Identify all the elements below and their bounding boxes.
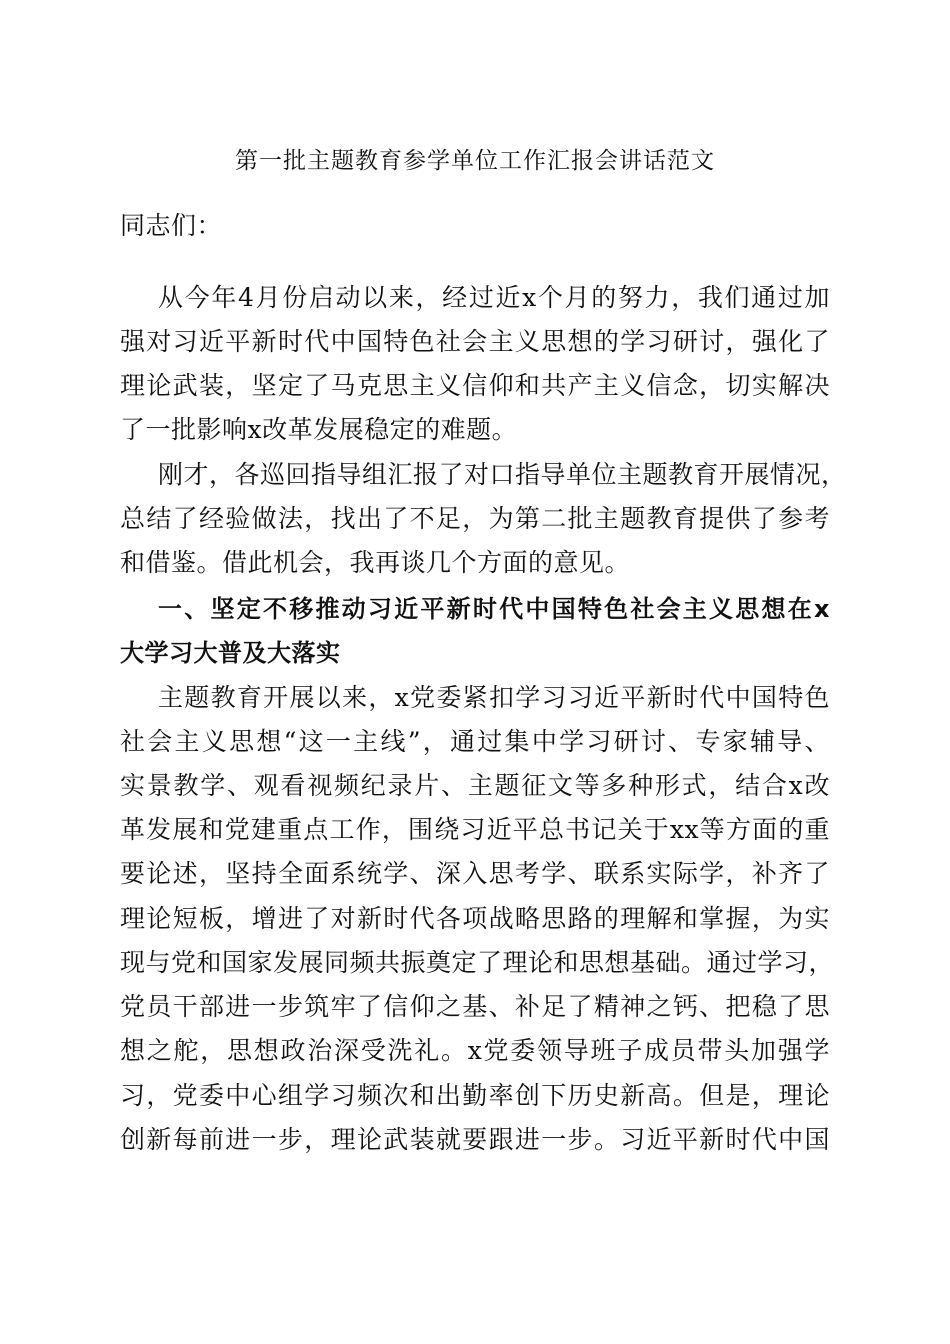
section-heading-line-2: 大学习大普及大落实 [120,639,341,667]
paragraph-1-line-2: 强对习近平新时代中国特色社会主义思想的学习研讨，强化了 [120,327,830,356]
paragraph-3-line-3: 实景教学、观看视频纪录片、主题征文等多种形式，结合x改 [120,771,830,800]
paragraph-1-line-3: 理论武装，坚定了马克思主义信仰和共产主义信念，切实解决 [120,371,830,400]
paragraph-2-line-1: 刚才，各巡回指导组汇报了对口指导单位主题教育开展情况， [158,460,847,489]
paragraph-3-line-4: 革发展和党建重点工作，围绕习近平总书记关于xx等方面的重 [120,815,830,844]
section-heading-line-1: 一、坚定不移推动习近平新时代中国特色社会主义思想在x [158,595,830,623]
paragraph-1-line-1: 从今年4月份启动以来，经过近x个月的努力，我们通过加 [158,283,830,312]
paragraph-2-line-3: 和借鉴。借此机会，我再谈几个方面的意见。 [120,548,631,577]
paragraph-3-line-1: 主题教育开展以来，x党委紧扣学习习近平新时代中国特色 [158,683,830,712]
paragraph-3-line-11: 创新每前进一步，理论武装就要跟进一步。习近平新时代中国 [120,1125,830,1154]
paragraph-3-line-7: 现与党和国家发展同频共振奠定了理论和思想基础。通过学习， [120,948,835,977]
document-title: 第一批主题教育参学单位工作汇报会讲话范文 [235,148,715,174]
paragraph-2-line-2: 总结了经验做法，找出了不足，为第二批主题教育提供了参考 [120,504,830,533]
paragraph-3-line-8: 党员干部进一步筑牢了信仰之基、补足了精神之钙、把稳了思 [120,992,830,1021]
paragraph-3-line-10: 习，党委中心组学习频次和出勤率创下历史新高。但是，理论 [120,1081,830,1110]
salutation: 同志们： [120,211,223,240]
paragraph-3-line-6: 理论短板，增进了对新时代各项战略思路的理解和掌握，为实 [120,904,830,933]
paragraph-3-line-9: 想之舵，思想政治深受洗礼。x党委领导班子成员带头加强学 [120,1036,830,1065]
paragraph-3-line-2: 社会主义思想“这一主线”，通过集中学习研讨、专家辅导、 [120,727,830,756]
paragraph-3-line-5: 要论述，坚持全面系统学、深入思考学、联系实际学，补齐了 [120,859,830,888]
paragraph-1-line-4: 了一批影响x改革发展稳定的难题。 [120,415,518,444]
